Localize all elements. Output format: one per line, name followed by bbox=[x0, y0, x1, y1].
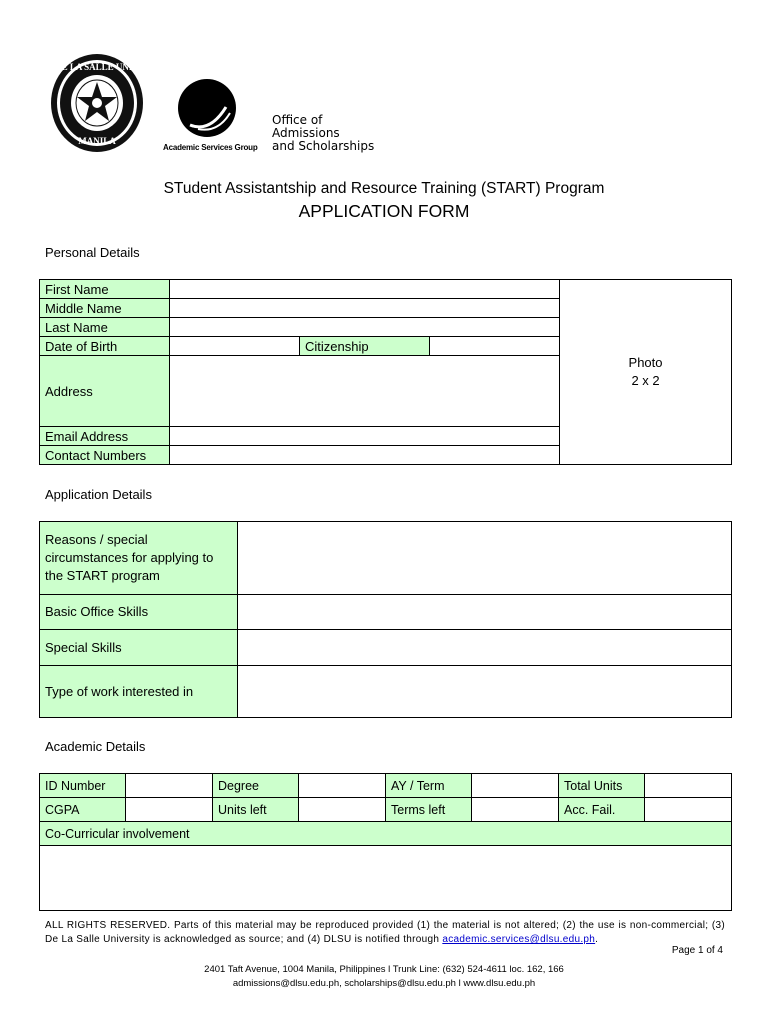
work-type-field[interactable] bbox=[238, 666, 732, 718]
reasons-field[interactable] bbox=[238, 522, 732, 595]
form-title: APPLICATION FORM bbox=[298, 201, 470, 221]
units-left-field[interactable] bbox=[299, 798, 386, 822]
cgpa-label: CGPA bbox=[40, 798, 126, 822]
personal-details-heading: Personal Details bbox=[45, 245, 140, 260]
citizenship-field[interactable] bbox=[430, 337, 560, 356]
total-units-label: Total Units bbox=[559, 774, 645, 798]
middle-name-field[interactable] bbox=[170, 299, 560, 318]
id-number-field[interactable] bbox=[126, 774, 213, 798]
special-skills-field[interactable] bbox=[238, 630, 732, 666]
email-field[interactable] bbox=[170, 427, 560, 446]
office-line-2: Admissions bbox=[272, 126, 340, 140]
contact-field[interactable] bbox=[170, 446, 560, 465]
degree-field[interactable] bbox=[299, 774, 386, 798]
first-name-field[interactable] bbox=[170, 280, 560, 299]
asg-globe-logo bbox=[176, 77, 238, 139]
office-name bbox=[272, 114, 374, 153]
first-name-label: First Name bbox=[40, 280, 170, 299]
special-skills-label: Special Skills bbox=[40, 630, 238, 666]
rights-end: . bbox=[595, 934, 599, 945]
footer-address bbox=[0, 963, 768, 991]
reasons-label: Reasons / special circumstances for applying to the START program bbox=[40, 522, 238, 595]
basic-skills-field[interactable] bbox=[238, 595, 732, 630]
terms-left-field[interactable] bbox=[472, 798, 559, 822]
svg-text:DE LA SALLE UNIV: DE LA SALLE UNIV bbox=[55, 62, 139, 72]
cgpa-field[interactable] bbox=[126, 798, 213, 822]
acc-fail-field[interactable] bbox=[645, 798, 732, 822]
page-number: Page 1 of 4 bbox=[671, 945, 723, 956]
terms-left-label: Terms left bbox=[386, 798, 472, 822]
personal-details-table bbox=[39, 279, 732, 465]
basic-skills-label: Basic Office Skills bbox=[40, 595, 238, 630]
citizenship-label: Citizenship bbox=[300, 337, 430, 356]
program-title: STudent Assistantship and Resource Training (START) Program bbox=[163, 180, 605, 197]
office-line-1: Office of bbox=[272, 113, 323, 127]
svg-text:MANILA: MANILA bbox=[78, 136, 116, 146]
photo-box[interactable] bbox=[560, 280, 732, 465]
dob-label: Date of Birth bbox=[40, 337, 170, 356]
work-type-label: Type of work interested in bbox=[40, 666, 238, 718]
footer-address-line-1: 2401 Taft Avenue, 1004 Manila, Philippines l Trunk Line: (632) 524-4611 loc. 162, 166 bbox=[204, 964, 564, 975]
last-name-field[interactable] bbox=[170, 318, 560, 337]
application-details-heading: Application Details bbox=[45, 487, 152, 502]
id-number-label: ID Number bbox=[40, 774, 126, 798]
dob-field[interactable] bbox=[170, 337, 300, 356]
address-label: Address bbox=[40, 356, 170, 427]
academic-details-table bbox=[39, 773, 732, 911]
email-label: Email Address bbox=[40, 427, 170, 446]
acc-fail-label: Acc. Fail. bbox=[559, 798, 645, 822]
ay-term-label: AY / Term bbox=[386, 774, 472, 798]
academic-details-heading: Academic Details bbox=[45, 739, 146, 754]
academic-services-email-link[interactable]: academic.services@dlsu.edu.ph bbox=[442, 934, 596, 945]
photo-size-label: 2 x 2 bbox=[631, 373, 660, 388]
degree-label: Degree bbox=[213, 774, 299, 798]
rights-notice bbox=[45, 919, 725, 947]
office-line-3: and Scholarships bbox=[272, 139, 375, 153]
application-details-table bbox=[39, 521, 732, 718]
middle-name-label: Middle Name bbox=[40, 299, 170, 318]
photo-label: Photo bbox=[628, 355, 663, 370]
ay-term-field[interactable] bbox=[472, 774, 559, 798]
last-name-label: Last Name bbox=[40, 318, 170, 337]
total-units-field[interactable] bbox=[645, 774, 732, 798]
co-curricular-label: Co-Curricular involvement bbox=[40, 822, 732, 846]
co-curricular-field[interactable] bbox=[40, 846, 732, 911]
rights-text: ALL RIGHTS RESERVED. Parts of this material may be reproduced provided (1) the material is not altered; (2) the use is non-commercial; (3) De La Salle University is acknowledged as source; and (4) DLSU is notified through bbox=[45, 920, 725, 945]
footer-address-line-2: admissions@dlsu.edu.ph, scholarships@dlsu.edu.ph l www.dlsu.edu.ph bbox=[232, 978, 536, 989]
dlsu-seal-logo bbox=[49, 52, 145, 155]
asg-label: Academic Services Group bbox=[163, 143, 258, 152]
contact-label: Contact Numbers bbox=[40, 446, 170, 465]
units-left-label: Units left bbox=[213, 798, 299, 822]
address-field[interactable] bbox=[170, 356, 560, 427]
